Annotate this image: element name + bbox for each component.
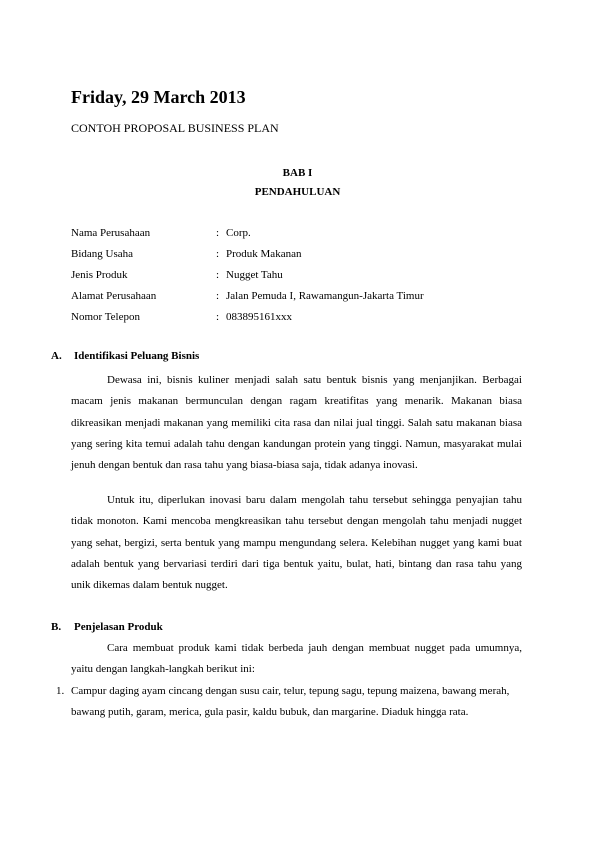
section-a-paragraph-1: Dewasa ini, bisnis kuliner menjadi salah satu bentuk bisnis yang menjanjikan. Berbagai macam jenis makanan bermunculan dengan ragam kreatifitas yang menarik. Makanan biasa dikreasikan menjadi makanan yang memiliki cita rasa dan nilai jual tinggi. Salah satu makanan biasa yang sering kita temui adalah tahu dengan kandungan protein yang tinggi. Namun, masyarakat mulai jenuh dengan bentuk dan rasa tahu yang biasa-biasa saja, tidak adanya inovasi. bbox=[71, 374, 522, 472]
info-colon: : bbox=[216, 290, 220, 302]
info-label: Nomor Telepon bbox=[71, 311, 140, 323]
info-value: 083895161xxx bbox=[226, 311, 292, 323]
info-label: Bidang Usaha bbox=[71, 248, 134, 260]
info-value: Jalan Pemuda I, Rawamangun-Jakarta Timur bbox=[226, 290, 424, 302]
info-colon: : bbox=[216, 311, 220, 323]
info-value: Produk Makanan bbox=[226, 248, 302, 260]
section-b-intro: Cara membuat produk kami tidak berbeda jauh dengan membuat nugget pada umumnya, yaitu dengan langkah-langkah berikut ini: bbox=[71, 642, 522, 676]
section-b-title: Penjelasan Produk bbox=[74, 621, 163, 633]
step-text: Campur daging ayam cincang dengan susu cair, telur, tepung sagu, tepung maizena, bawang merah, bawang putih, garam, merica, gula pasir, kaldu bubuk, dan margarine. Diaduk hingga rata. bbox=[71, 685, 510, 718]
document-subtitle: CONTOH PROPOSAL BUSINESS PLAN bbox=[71, 121, 279, 135]
chapter-title: PENDAHULUAN bbox=[254, 186, 341, 198]
list-item bbox=[51, 681, 522, 722]
section-b-letter: B. bbox=[51, 621, 62, 633]
section-a-paragraph-2: Untuk itu, diperlukan inovasi baru dalam mengolah tahu tersebut sehingga penyajian tahu tidak monoton. Kami mencoba mengkreasikan tahu tersebut dengan mengolah tahu menjadi nugget yang sehat, bergizi, serta bentuk yang mampu mengundang selera. Kelebihan nugget yang kami buat adalah bentuk yang bervariasi terdiri dari tiga bentuk yaitu, bulat, hati, bintang dan rasa tahu yang unik dikemas dalam bentuk nugget. bbox=[71, 494, 522, 592]
info-colon: : bbox=[216, 269, 220, 281]
section-a-letter: A. bbox=[51, 350, 62, 362]
info-label: Jenis Produk bbox=[71, 269, 128, 281]
chapter-number: BAB I bbox=[282, 167, 313, 179]
info-value: Nugget Tahu bbox=[226, 269, 283, 281]
document-date: Friday, 29 March 2013 bbox=[71, 87, 246, 107]
info-colon: : bbox=[216, 227, 220, 239]
steps-list bbox=[51, 681, 522, 722]
info-label: Alamat Perusahaan bbox=[71, 290, 157, 302]
step-number: 1. bbox=[56, 685, 65, 697]
section-a-title: Identifikasi Peluang Bisnis bbox=[74, 350, 200, 362]
info-label: Nama Perusahaan bbox=[71, 227, 151, 239]
info-colon: : bbox=[216, 248, 220, 260]
info-value: Corp. bbox=[226, 227, 251, 239]
